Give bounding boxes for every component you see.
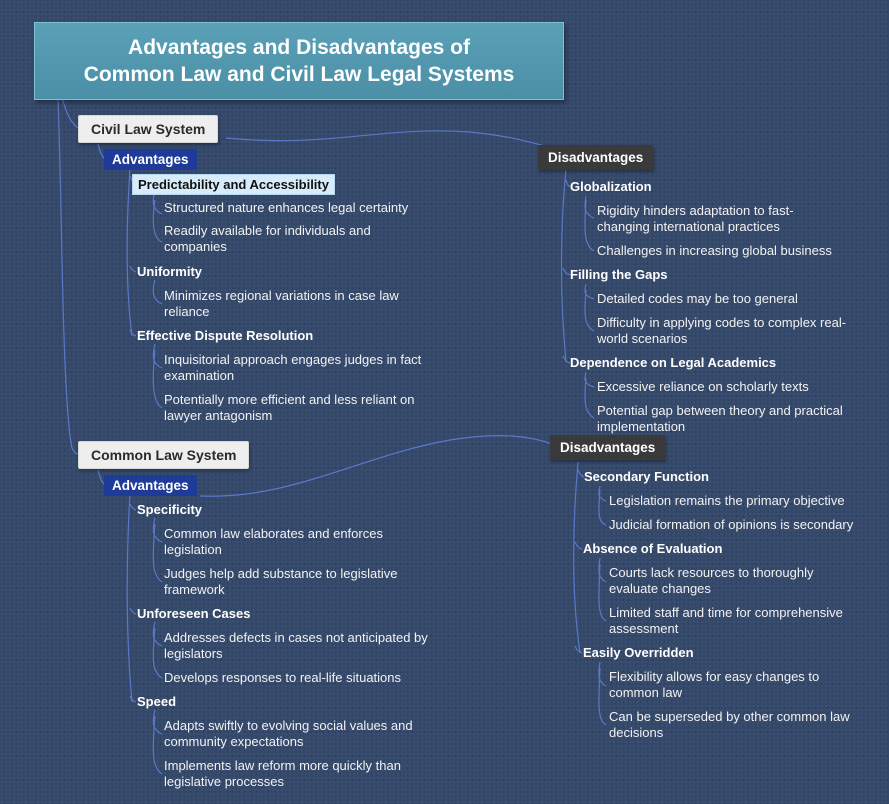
civil-law-system-node[interactable]: Civil Law System (78, 115, 218, 143)
common-dis-item: Courts lack resources to thoroughly evaluate changes (609, 565, 814, 596)
civil-advantages-node[interactable]: Advantages (104, 149, 197, 170)
common-adv-item: Judges help add substance to legislative framework (164, 566, 398, 597)
common-adv-heading-specificity[interactable]: Specificity (137, 502, 203, 517)
civil-adv-heading-dispute-resolution[interactable]: Effective Dispute Resolution (137, 328, 314, 343)
civil-adv-heading-uniformity[interactable]: Uniformity (137, 264, 202, 279)
civil-adv-item: Potentially more efficient and less reliant on lawyer antagonism (164, 392, 415, 423)
common-adv-item: Develops responses to real-life situations (164, 670, 402, 685)
connector-common-adv-spine (127, 494, 132, 702)
common-advantages-node[interactable]: Advantages (104, 475, 197, 496)
civil-dis-heading-legal-academics[interactable]: Dependence on Legal Academics (570, 355, 777, 370)
civil-dis-heading-filling-gaps[interactable]: Filling the Gaps (570, 267, 668, 282)
common-adv-item: Common law elaborates and enforces legislation (164, 526, 383, 557)
connector-title-common (58, 98, 78, 454)
common-dis-heading-absence-evaluation[interactable]: Absence of Evaluation (583, 541, 723, 556)
common-dis-item: Judicial formation of opinions is secondary (609, 517, 854, 532)
connector-civil-disadvantages (226, 131, 552, 148)
common-adv-item: Implements law reform more quickly than legislative processes (164, 758, 401, 789)
connector-civil-dis-spine (562, 168, 567, 362)
civil-dis-item: Detailed codes may be too general (597, 291, 798, 306)
diagram-title (34, 22, 564, 100)
common-dis-item: Can be superseded by other common law decisions (609, 709, 850, 740)
title-line-1: Advantages and Disadvantages of (128, 36, 470, 59)
civil-disadvantages-node[interactable]: Disadvantages (538, 145, 653, 170)
common-dis-heading-easily-overridden[interactable]: Easily Overridden (583, 645, 694, 660)
civil-dis-item: Potential gap between theory and practical implementation (597, 403, 843, 434)
common-adv-heading-unforeseen-cases[interactable]: Unforeseen Cases (137, 606, 251, 621)
common-dis-item: Limited staff and time for comprehensive assessment (609, 605, 843, 636)
connector-common-dis-spine (574, 462, 580, 652)
civil-dis-item: Excessive reliance on scholarly texts (597, 379, 809, 394)
civil-adv-heading-predictability[interactable]: Predictability and Accessibility (132, 174, 335, 195)
common-dis-heading-secondary-function[interactable]: Secondary Function (584, 469, 709, 484)
title-line-2: Common Law and Civil Law Legal Systems (83, 63, 515, 86)
common-disadvantages-node[interactable]: Disadvantages (550, 435, 665, 460)
common-dis-item: Legislation remains the primary objective (609, 493, 845, 508)
civil-dis-item: Rigidity hinders adaptation to fast-changing international practices (597, 203, 794, 234)
civil-adv-item: Inquisitorial approach engages judges in fact examination (164, 352, 422, 383)
civil-adv-item: Structured nature enhances legal certainty (164, 200, 409, 215)
connector-title-civil (62, 98, 78, 128)
civil-dis-item: Challenges in increasing global business (597, 243, 832, 258)
common-adv-heading-speed[interactable]: Speed (137, 694, 177, 709)
civil-dis-heading-globalization[interactable]: Globalization (570, 179, 652, 194)
connector-common-disadvantages (200, 436, 552, 497)
common-law-system-node[interactable]: Common Law System (78, 441, 249, 469)
common-adv-item: Adapts swiftly to evolving social values and community expectations (164, 718, 413, 749)
civil-adv-item: Minimizes regional variations in case law reliance (164, 288, 399, 319)
civil-dis-item: Difficulty in applying codes to complex real-world scenarios (597, 315, 847, 346)
common-dis-item: Flexibility allows for easy changes to common law (609, 669, 820, 700)
civil-adv-item: Readily available for individuals and companies (164, 223, 371, 254)
common-adv-item: Addresses defects in cases not anticipated by legislators (164, 630, 428, 661)
